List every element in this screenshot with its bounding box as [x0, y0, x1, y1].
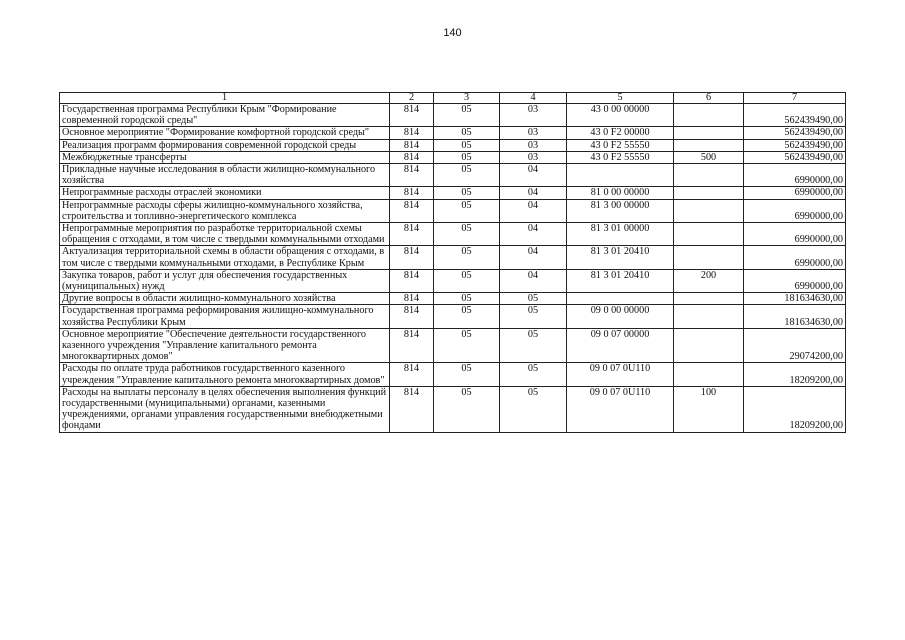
section-code-cell: 05 [434, 293, 500, 305]
admin-code-cell: 814 [390, 151, 434, 163]
admin-code-cell: 814 [390, 223, 434, 246]
section-code-cell: 05 [434, 104, 500, 127]
admin-code-cell: 814 [390, 386, 434, 432]
expense-type-code-cell [674, 223, 744, 246]
target-article-code-cell: 09 0 00 00000 [567, 305, 674, 328]
expense-type-code-cell [674, 305, 744, 328]
subsection-code-cell: 03 [500, 139, 567, 151]
subsection-code-cell: 05 [500, 363, 567, 386]
subsection-code-cell: 04 [500, 164, 567, 187]
column-header: 4 [500, 93, 567, 104]
table-row [60, 363, 846, 386]
item-name-cell: Непрограммные расходы отраслей экономики [60, 187, 390, 199]
subsection-code-cell: 04 [500, 269, 567, 292]
expense-type-code-cell: 200 [674, 269, 744, 292]
item-name-cell: Прикладные научные исследования в области жилищно-коммунального хозяйства [60, 164, 390, 187]
subsection-code-cell: 03 [500, 104, 567, 127]
expense-type-code-cell [674, 164, 744, 187]
table-row [60, 328, 846, 363]
column-header: 1 [60, 93, 390, 104]
target-article-code-cell: 81 0 00 00000 [567, 187, 674, 199]
admin-code-cell: 814 [390, 246, 434, 269]
item-name-cell: Межбюджетные трансферты [60, 151, 390, 163]
amount-cell: 181634630,00 [744, 305, 846, 328]
expense-type-code-cell [674, 139, 744, 151]
expense-type-code-cell [674, 246, 744, 269]
item-name-cell: Реализация программ формирования современной городской среды [60, 139, 390, 151]
subsection-code-cell: 05 [500, 386, 567, 432]
admin-code-cell: 814 [390, 269, 434, 292]
target-article-code-cell: 09 0 07 00000 [567, 328, 674, 363]
table-row [60, 199, 846, 222]
expense-type-code-cell [674, 104, 744, 127]
table-row [60, 164, 846, 187]
amount-cell: 562439490,00 [744, 139, 846, 151]
item-name-cell: Расходы на выплаты персоналу в целях обеспечения выполнения функций государственными (муниципальными) органами, казенными учреждениями, органами управления государственными внебюджетными фондами [60, 386, 390, 432]
item-name-cell: Непрограммные расходы сферы жилищно-коммунального хозяйства, строительства и топливно-энергетического комплекса [60, 199, 390, 222]
section-code-cell: 05 [434, 187, 500, 199]
section-code-cell: 05 [434, 139, 500, 151]
subsection-code-cell: 05 [500, 328, 567, 363]
admin-code-cell: 814 [390, 127, 434, 139]
section-code-cell: 05 [434, 305, 500, 328]
item-name-cell: Актуализация территориальной схемы в области обращения с отходами, в том числе с твердыми коммунальными отходами, в Республике Крым [60, 246, 390, 269]
item-name-cell: Государственная программа реформирования жилищно-коммунального хозяйства Республики Крым [60, 305, 390, 328]
target-article-code-cell: 43 0 00 00000 [567, 104, 674, 127]
table-row [60, 293, 846, 305]
amount-cell: 6990000,00 [744, 187, 846, 199]
amount-cell: 6990000,00 [744, 223, 846, 246]
amount-cell: 18209200,00 [744, 363, 846, 386]
section-code-cell: 05 [434, 246, 500, 269]
item-name-cell: Расходы по оплате труда работников государственного казенного учреждения "Управление капитального ремонта многоквартирных домов" [60, 363, 390, 386]
target-article-code-cell [567, 164, 674, 187]
item-name-cell: Закупка товаров, работ и услуг для обеспечения государственных (муниципальных) нужд [60, 269, 390, 292]
table-row [60, 151, 846, 163]
item-name-cell: Другие вопросы в области жилищно-коммунального хозяйства [60, 293, 390, 305]
expense-type-code-cell [674, 187, 744, 199]
target-article-code-cell: 43 0 F2 55550 [567, 139, 674, 151]
expense-type-code-cell [674, 127, 744, 139]
target-article-code-cell: 43 0 F2 55550 [567, 151, 674, 163]
table-row [60, 246, 846, 269]
section-code-cell: 05 [434, 223, 500, 246]
admin-code-cell: 814 [390, 305, 434, 328]
target-article-code-cell: 81 3 01 20410 [567, 246, 674, 269]
admin-code-cell: 814 [390, 104, 434, 127]
section-code-cell: 05 [434, 199, 500, 222]
section-code-cell: 05 [434, 164, 500, 187]
admin-code-cell: 814 [390, 164, 434, 187]
column-header: 3 [434, 93, 500, 104]
admin-code-cell: 814 [390, 187, 434, 199]
target-article-code-cell: 09 0 07 0U110 [567, 363, 674, 386]
amount-cell: 6990000,00 [744, 269, 846, 292]
section-code-cell: 05 [434, 386, 500, 432]
subsection-code-cell: 03 [500, 151, 567, 163]
target-article-code-cell: 81 3 01 20410 [567, 269, 674, 292]
item-name-cell: Основное мероприятие "Формирование комфортной городской среды" [60, 127, 390, 139]
subsection-code-cell: 04 [500, 199, 567, 222]
amount-cell: 6990000,00 [744, 199, 846, 222]
subsection-code-cell: 04 [500, 246, 567, 269]
table-row [60, 223, 846, 246]
section-code-cell: 05 [434, 127, 500, 139]
amount-cell: 562439490,00 [744, 151, 846, 163]
amount-cell: 181634630,00 [744, 293, 846, 305]
subsection-code-cell: 05 [500, 305, 567, 328]
subsection-code-cell: 05 [500, 293, 567, 305]
target-article-code-cell: 81 3 00 00000 [567, 199, 674, 222]
column-header: 7 [744, 93, 846, 104]
admin-code-cell: 814 [390, 328, 434, 363]
item-name-cell: Государственная программа Республики Крым "Формирование современной городской среды" [60, 104, 390, 127]
section-code-cell: 05 [434, 269, 500, 292]
expense-type-code-cell [674, 293, 744, 305]
amount-cell: 562439490,00 [744, 104, 846, 127]
admin-code-cell: 814 [390, 139, 434, 151]
table-row [60, 127, 846, 139]
amount-cell: 29074200,00 [744, 328, 846, 363]
amount-cell: 18209200,00 [744, 386, 846, 432]
target-article-code-cell: 81 3 01 00000 [567, 223, 674, 246]
amount-cell: 6990000,00 [744, 164, 846, 187]
table-row [60, 139, 846, 151]
section-code-cell: 05 [434, 151, 500, 163]
expense-type-code-cell: 100 [674, 386, 744, 432]
admin-code-cell: 814 [390, 293, 434, 305]
expense-type-code-cell: 500 [674, 151, 744, 163]
section-code-cell: 05 [434, 328, 500, 363]
item-name-cell: Непрограммные мероприятия по разработке территориальной схемы обращения с отходами, в том числе с твердыми коммунальными отходами [60, 223, 390, 246]
table-row [60, 104, 846, 127]
target-article-code-cell: 09 0 07 0U110 [567, 386, 674, 432]
table-row [60, 269, 846, 292]
table-header-row [60, 93, 846, 104]
expense-type-code-cell [674, 199, 744, 222]
table-row [60, 187, 846, 199]
expense-type-code-cell [674, 328, 744, 363]
amount-cell: 562439490,00 [744, 127, 846, 139]
admin-code-cell: 814 [390, 363, 434, 386]
subsection-code-cell: 04 [500, 223, 567, 246]
page-number: 140 [443, 27, 462, 39]
expense-type-code-cell [674, 363, 744, 386]
column-header: 2 [390, 93, 434, 104]
subsection-code-cell: 03 [500, 127, 567, 139]
amount-cell: 6990000,00 [744, 246, 846, 269]
column-header: 5 [567, 93, 674, 104]
item-name-cell: Основное мероприятие "Обеспечение деятельности государственного казенного учреждения "Управление капитального ремонта многоквартирных домов" [60, 328, 390, 363]
column-header: 6 [674, 93, 744, 104]
table-row [60, 305, 846, 328]
target-article-code-cell: 43 0 F2 00000 [567, 127, 674, 139]
subsection-code-cell: 04 [500, 187, 567, 199]
target-article-code-cell [567, 293, 674, 305]
section-code-cell: 05 [434, 363, 500, 386]
admin-code-cell: 814 [390, 199, 434, 222]
table-row [60, 386, 846, 432]
budget-table [59, 92, 846, 433]
